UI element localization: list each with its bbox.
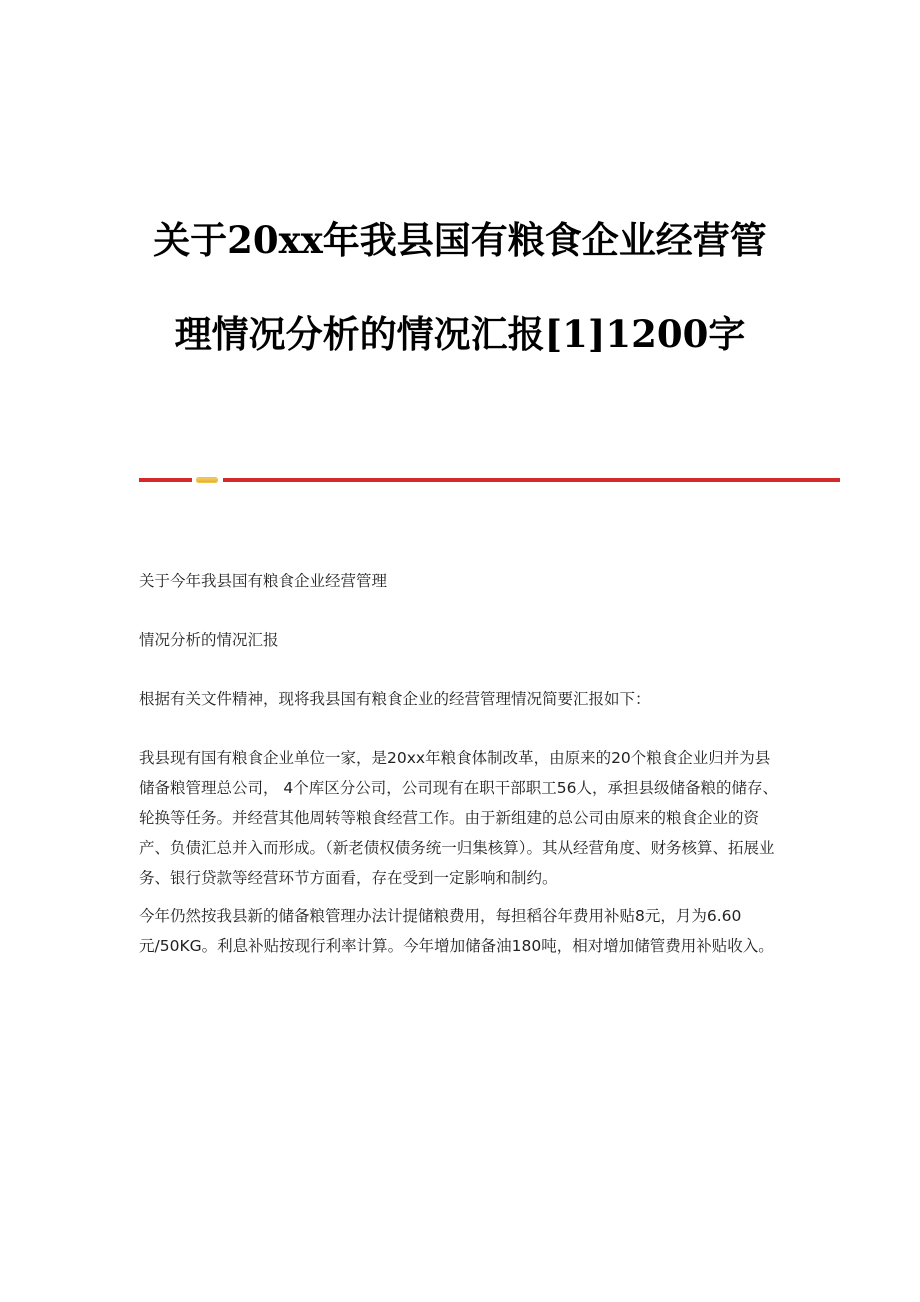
paragraph-storage-subsidy: 今年仍然按我县新的储备粮管理办法计提储粮费用，每担稻谷年费用补贴8元，月为6.60元/50KG。利息补贴按现行利率计算。今年增加储备油180吨，相对增加储管费用补贴收入。 [139,907,774,955]
paragraph-intro: 根据有关文件精神，现将我县国有粮食企业的经营管理情况简要汇报如下： [139,690,651,708]
title-line-1: 关于20xx年我县国有粮食企业经营管 [153,218,767,262]
document-title [0,218,920,356]
paragraph-heading-2: 情况分析的情况汇报 [139,631,279,649]
paragraph-company-overview: 我县现有国有粮食企业单位一家，是20xx年粮食体制改革，由原来的20个粮食企业归并为县储备粮管理总公司， 4个库区分公司，公司现有在职干部职工56人，承担县级储备粮的储存、轮换等任务。并经营其他周转等粮食经营工作。由于新组建的总公司由原来的粮食企业的资产、负债汇总并入而形成。（新老债权债务统一归集核算）。其从经营角度、财务核算、拓展业务、银行贷款等经营环节方面看，存在受到一定影响和制约。 [139,749,779,887]
title-line-2: 理情况分析的情况汇报[1]1200字 [174,312,746,356]
document-body [139,566,779,990]
divider-ornament-icon [196,477,218,483]
divider-right-segment [223,478,840,482]
divider-left-segment [139,478,192,482]
title-divider [139,477,840,483]
paragraph-heading-1: 关于今年我县国有粮食企业经营管理 [139,572,388,590]
